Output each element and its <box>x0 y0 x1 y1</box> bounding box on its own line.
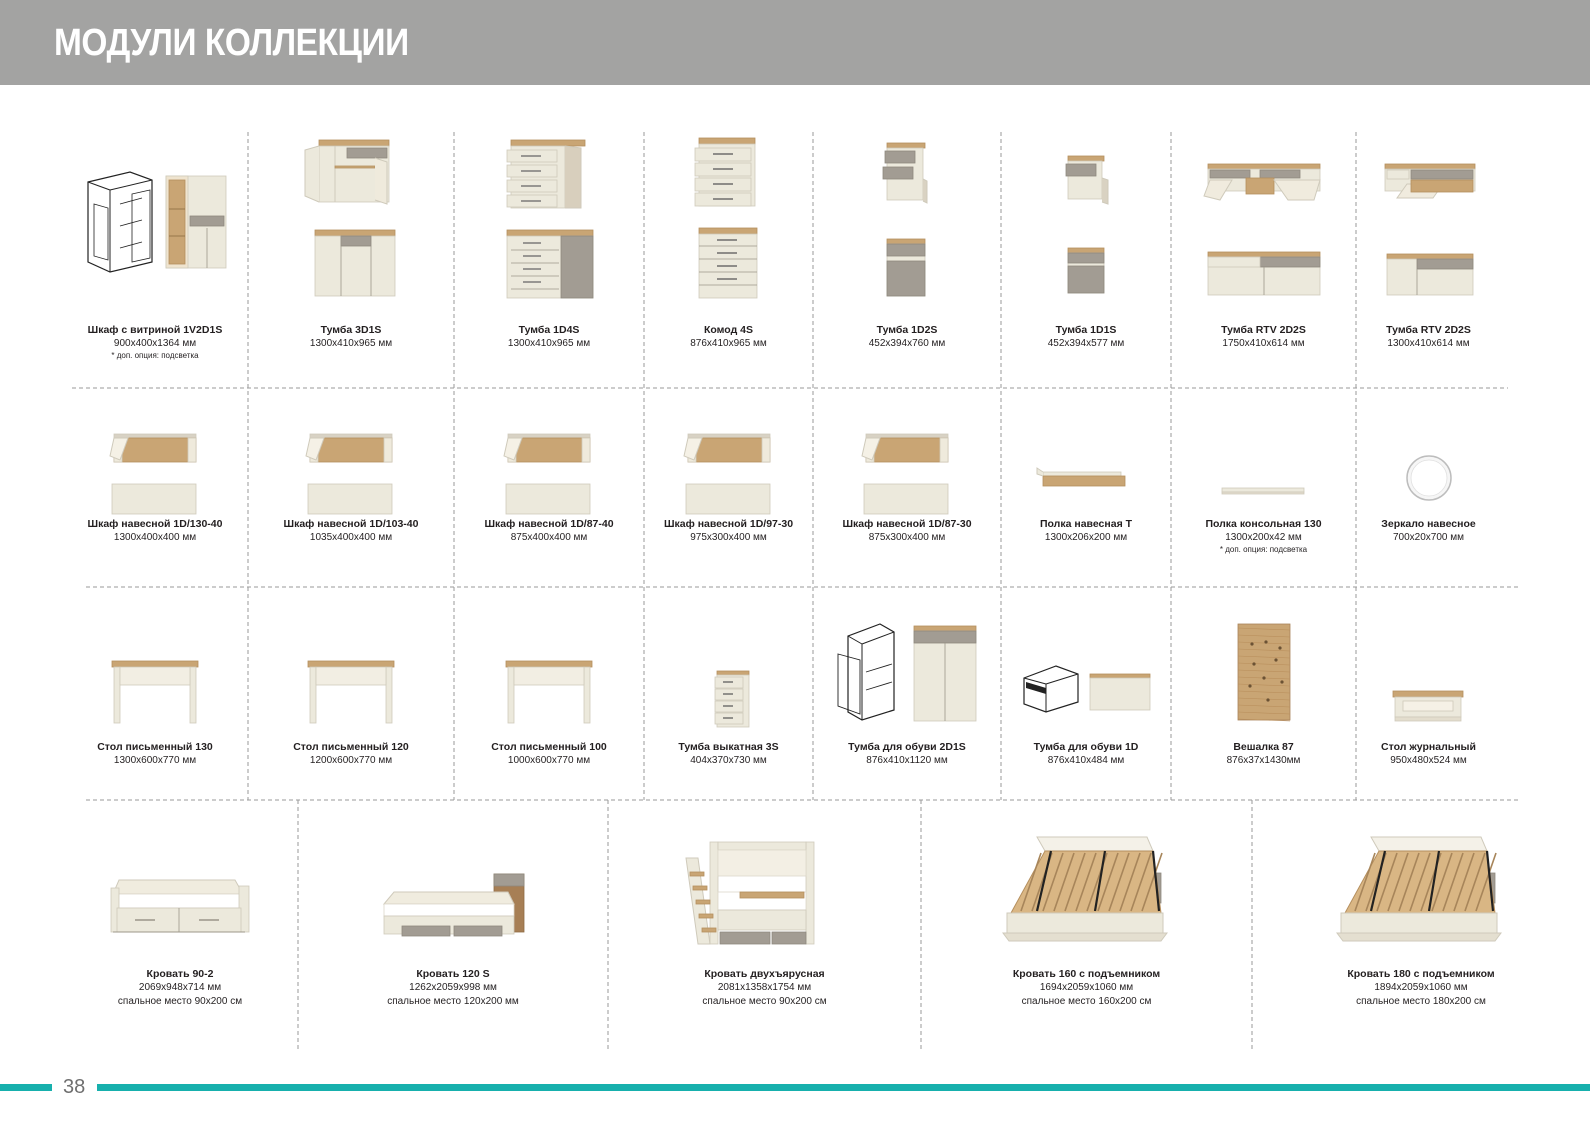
module-name: Шкаф навесной 1D/130-40 <box>87 518 223 530</box>
module-card <box>1356 587 1501 800</box>
page-header <box>0 0 1590 85</box>
module-dimensions: 404x370x730 мм <box>690 755 767 766</box>
wall-cabinet-icon <box>813 408 1001 523</box>
lift-bed-icon <box>1252 818 1590 958</box>
footer-accent-line <box>97 1084 1590 1091</box>
module-dimensions: 1894x2059x1060 мм <box>1374 982 1468 993</box>
module-sleeping-place: спальное место 120x200 мм <box>387 996 519 1007</box>
module-dimensions: 876x410x1120 мм <box>866 755 948 766</box>
footer-accent-line <box>0 1084 52 1091</box>
module-name: Кровать 160 с подъемником <box>1012 968 1161 980</box>
module-name: Кровать 180 с подъемником <box>1347 968 1495 980</box>
module-card <box>1252 800 1590 1052</box>
module-card <box>248 587 454 800</box>
module-sleeping-place: спальное место 90x200 см <box>702 996 827 1007</box>
module-dimensions: 876x410x484 мм <box>1047 755 1125 766</box>
module-dimensions: 2081x1358x1754 мм <box>717 982 812 993</box>
module-name: Стол письменный 100 <box>491 741 607 753</box>
module-dimensions: 700x20x700 мм <box>1392 532 1465 543</box>
module-card <box>62 800 298 1052</box>
module-name: Шкаф навесной 1D/103-40 <box>283 518 419 530</box>
module-card <box>454 388 644 587</box>
console-shelf-icon <box>1171 408 1356 523</box>
module-dimensions: 452x394x577 мм <box>1047 338 1125 349</box>
module-dimensions: 1300x410x965 мм <box>507 338 591 349</box>
module-dimensions: 1035x400x400 мм <box>309 532 393 543</box>
tv-stand-icon <box>1356 130 1501 310</box>
module-card <box>1001 388 1171 587</box>
module-name: Комод 4S <box>703 324 753 336</box>
module-dimensions: 1694x2059x1060 мм <box>1039 982 1134 993</box>
module-card <box>644 587 813 800</box>
wall-cabinet-icon <box>454 408 644 523</box>
showcase-cabinet-icon <box>62 130 248 310</box>
module-dimensions: 1000x600x770 мм <box>507 755 591 766</box>
module-name: Тумба выкатная 3S <box>678 741 779 753</box>
module-dimensions: 1300x400x400 мм <box>113 532 197 543</box>
module-dimensions: 876x410x965 мм <box>690 338 767 349</box>
module-name: Шкаф с витриной 1V2D1S <box>87 324 223 336</box>
module-card <box>454 130 644 388</box>
module-card <box>248 130 454 388</box>
module-dimensions: 1300x410x965 мм <box>309 338 393 349</box>
coffee-table-icon <box>1356 607 1501 737</box>
desk-icon <box>248 607 454 737</box>
module-card <box>1356 130 1501 388</box>
desk-icon <box>454 607 644 737</box>
module-name: Тумба RTV 2D2S <box>1386 324 1471 336</box>
module-name: Тумба 3D1S <box>320 324 382 336</box>
module-name: Тумба 1D2S <box>876 324 938 336</box>
module-card <box>813 587 1001 800</box>
module-dimensions: 876x37x1430мм <box>1226 755 1301 766</box>
coat-rack-panel-icon <box>1171 607 1356 737</box>
module-name: Зеркало навесное <box>1381 518 1476 530</box>
module-dimensions: 950x480x524 мм <box>1390 755 1467 766</box>
module-name: Шкаф навесной 1D/87-30 <box>842 518 972 530</box>
module-name: Полка консольная 130 <box>1205 518 1322 530</box>
module-card <box>1171 388 1356 587</box>
module-card <box>921 800 1252 1052</box>
module-name: Шкаф навесной 1D/87-40 <box>484 518 614 530</box>
bunk-bed-icon <box>608 818 921 958</box>
module-card <box>454 587 644 800</box>
module-name: Кровать 90-2 <box>146 968 214 980</box>
module-dimensions: 900x400x1364 мм <box>113 338 197 349</box>
module-name: Стол письменный 120 <box>293 741 409 753</box>
rolling-pedestal-icon <box>644 607 813 737</box>
module-dimensions: 1750x410x614 мм <box>1222 338 1305 349</box>
module-dimensions: 1300x600x770 мм <box>113 755 197 766</box>
module-dimensions: 452x394x760 мм <box>868 338 946 349</box>
module-dimensions: 1200x600x770 мм <box>309 755 393 766</box>
module-dimensions: 975x300x400 мм <box>690 532 767 543</box>
module-card <box>62 388 248 587</box>
cabinet-1d2s-icon <box>813 130 1001 310</box>
module-name: Полка навесная T <box>1039 518 1133 530</box>
module-dimensions: 875x300x400 мм <box>868 532 946 543</box>
module-card <box>813 388 1001 587</box>
module-name: Стол журнальный <box>1381 741 1476 753</box>
module-name: Кровать двухъярусная <box>704 968 825 980</box>
module-name: Тумба 1D4S <box>518 324 580 336</box>
module-card <box>1001 130 1171 388</box>
module-name: Стол письменный 130 <box>97 741 213 753</box>
cabinet-1d1s-icon <box>1001 130 1171 310</box>
wall-cabinet-icon <box>62 408 248 523</box>
module-card <box>1356 388 1501 587</box>
module-dimensions: 1300x206x200 мм <box>1044 532 1128 543</box>
module-card <box>644 130 813 388</box>
module-dimensions: 1262x2059x998 мм <box>409 982 497 993</box>
shoe-cabinet-tall-icon <box>813 607 1001 737</box>
wall-shelf-icon <box>1001 408 1171 523</box>
module-name: Кровать 120 S <box>416 968 490 980</box>
shoe-cabinet-low-icon <box>1001 607 1171 737</box>
module-card <box>1171 130 1356 388</box>
round-mirror-icon <box>1356 408 1501 523</box>
module-card <box>1171 587 1356 800</box>
module-option-note: * доп. опция: подсветка <box>1219 545 1308 554</box>
module-card <box>644 388 813 587</box>
page-title: МОДУЛИ КОЛЛЕКЦИИ <box>54 22 409 64</box>
module-card <box>62 130 248 388</box>
lift-bed-icon <box>921 818 1252 958</box>
module-card <box>608 800 921 1052</box>
module-card <box>813 130 1001 388</box>
module-name: Шкаф навесной 1D/97-30 <box>663 518 794 530</box>
desk-icon <box>62 607 248 737</box>
module-name: Тумба для обуви 2D1S <box>848 741 966 753</box>
sideboard-3d1s-icon <box>248 130 454 310</box>
module-card <box>248 388 454 587</box>
module-card <box>298 800 608 1052</box>
module-sleeping-place: спальное место 160x200 см <box>1021 996 1152 1007</box>
module-dimensions: 1300x410x614 мм <box>1387 338 1470 349</box>
module-dimensions: 1300x200x42 мм <box>1225 532 1302 543</box>
module-card <box>62 587 248 800</box>
module-card <box>1001 587 1171 800</box>
sideboard-1d4s-icon <box>454 130 644 310</box>
single-bed-icon <box>298 818 608 958</box>
chest-of-drawers-icon <box>644 130 813 310</box>
module-name: Вешалка 87 <box>1233 741 1294 753</box>
module-dimensions: 2069x948x714 мм <box>138 982 222 993</box>
page-number: 38 <box>63 1076 86 1098</box>
module-name: Тумба RTV 2D2S <box>1221 324 1306 336</box>
module-name: Тумба для обуви 1D <box>1033 741 1139 753</box>
wall-cabinet-icon <box>248 408 454 523</box>
module-dimensions: 875x400x400 мм <box>510 532 588 543</box>
wall-cabinet-icon <box>644 408 813 523</box>
daybed-icon <box>62 818 298 958</box>
module-sleeping-place: спальное место 180x200 см <box>1356 996 1486 1007</box>
module-option-note: * доп. опция: подсветка <box>111 351 199 360</box>
module-sleeping-place: спальное место 90x200 см <box>117 996 243 1007</box>
module-name: Тумба 1D1S <box>1055 324 1117 336</box>
tv-stand-wide-icon <box>1171 130 1356 310</box>
